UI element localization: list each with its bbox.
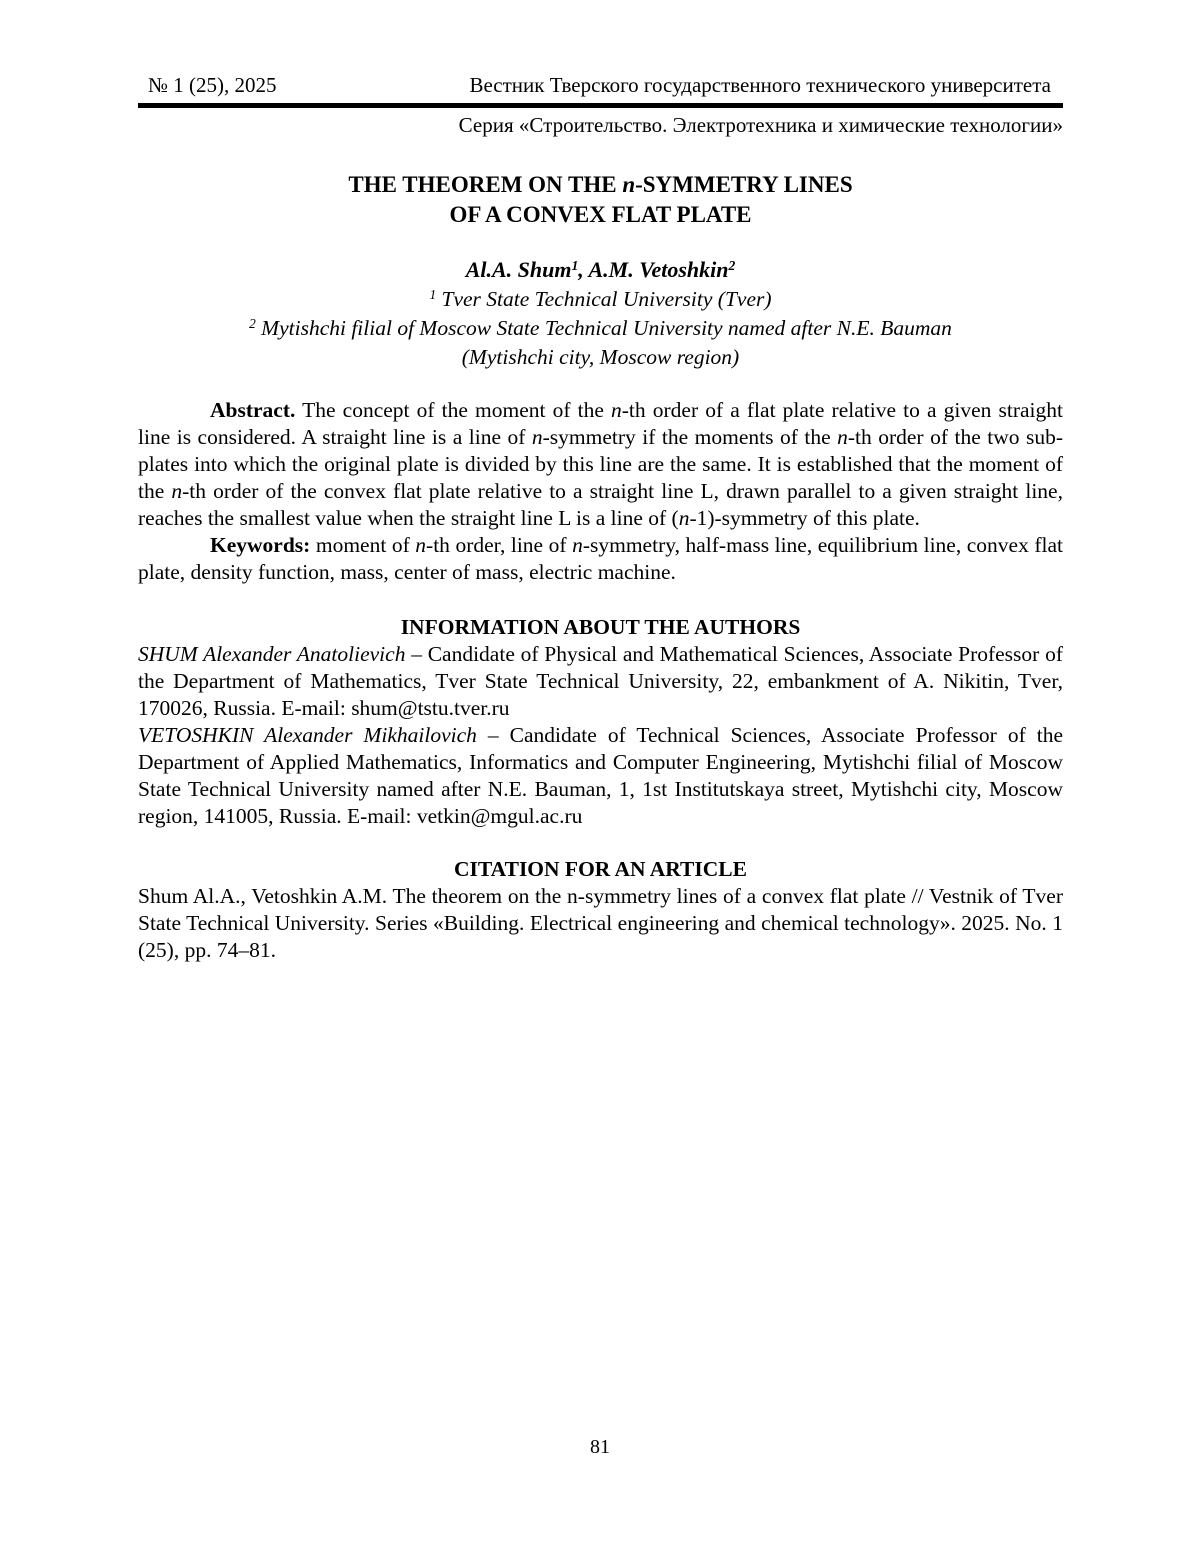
authors-info-heading: INFORMATION ABOUT THE AUTHORS [400, 615, 801, 639]
page-header [138, 72, 1063, 108]
author-bio-vetoshkin: VETOSHKIN Alexander Mikhailovich – Candidate of Technical Sciences, Associate Professor of the Department of Applied Mathematics, Informatics and Computer Engineering, Mytishchi filial of Moscow State Technical University named after N.E. Bauman, 1, 1st Institutskaya street, Mytishchi city, Moscow region, 141005, Russia. E-mail: vetkin@mgul.ac.ru [138, 723, 1063, 828]
author-bio-shum: SHUM Alexander Anatolievich – Candidate of Physical and Mathematical Sciences, Associate Professor of the Department of Mathematics, Tver State Technical University, 22, embankment of A. Nikitin, Tver, 170026, Russia. E-mail: shum@tstu.tver.ru [138, 642, 1063, 720]
citation-paragraph: Shum Al.A., Vetoshkin A.M. The theorem on the n-symmetry lines of a convex flat plate // Vestnik of Tver State Technical University. Series «Building. Electrical engineering and chemical technology». 2025. No. 1 (25), pp. 74–81. [138, 884, 1063, 962]
affiliation-3: (Mytishchi city, Moscow region) [461, 345, 740, 369]
article-title-line2: OF A CONVEX FLAT PLATE [449, 202, 752, 227]
citation-heading: CITATION FOR AN ARTICLE [454, 857, 747, 881]
affiliation-1: $^1$ Tver State Technical University (Tver) [429, 286, 772, 311]
keywords-paragraph: Keywords: moment of n-th order, line of n-symmetry, half-mass line, equilibrium line, convex flat plate, density function, mass, center of mass, electric machine. [138, 533, 1063, 584]
issue-label: № 1 (25), 2025 [148, 73, 277, 97]
journal-title: Вестник Тверского государственного технического университета [469, 73, 1051, 97]
page-number: 81 [590, 1436, 610, 1458]
authors-line: Al.A. Shum$^1$, A.M. Vetoshkin$^2$ [465, 257, 736, 282]
article-title [138, 170, 1063, 230]
abstract-paragraph: Abstract. The concept of the moment of the n-th order of a flat plate relative to a given straight line is considered. A straight line is a line of n-symmetry if the moments of the n-th order of the two sub-plates into which the original plate is divided by this line are the same. It is established that the moment of the n-th order of the convex flat plate relative to a straight line L, drawn parallel to a given straight line, reaches the smallest value when the straight line L is a line of (n-1)-symmetry of this plate. [138, 398, 1063, 530]
series-label: Серия «Строительство. Электротехника и химические технологии» [458, 113, 1063, 137]
article-title-line1: THE THEOREM ON THE n-SYMMETRY LINES [348, 172, 853, 197]
authors-block [138, 256, 1063, 371]
affiliation-2: $^2$ Mytishchi filial of Moscow State Technical University named after N.E. Bauman [249, 315, 952, 340]
